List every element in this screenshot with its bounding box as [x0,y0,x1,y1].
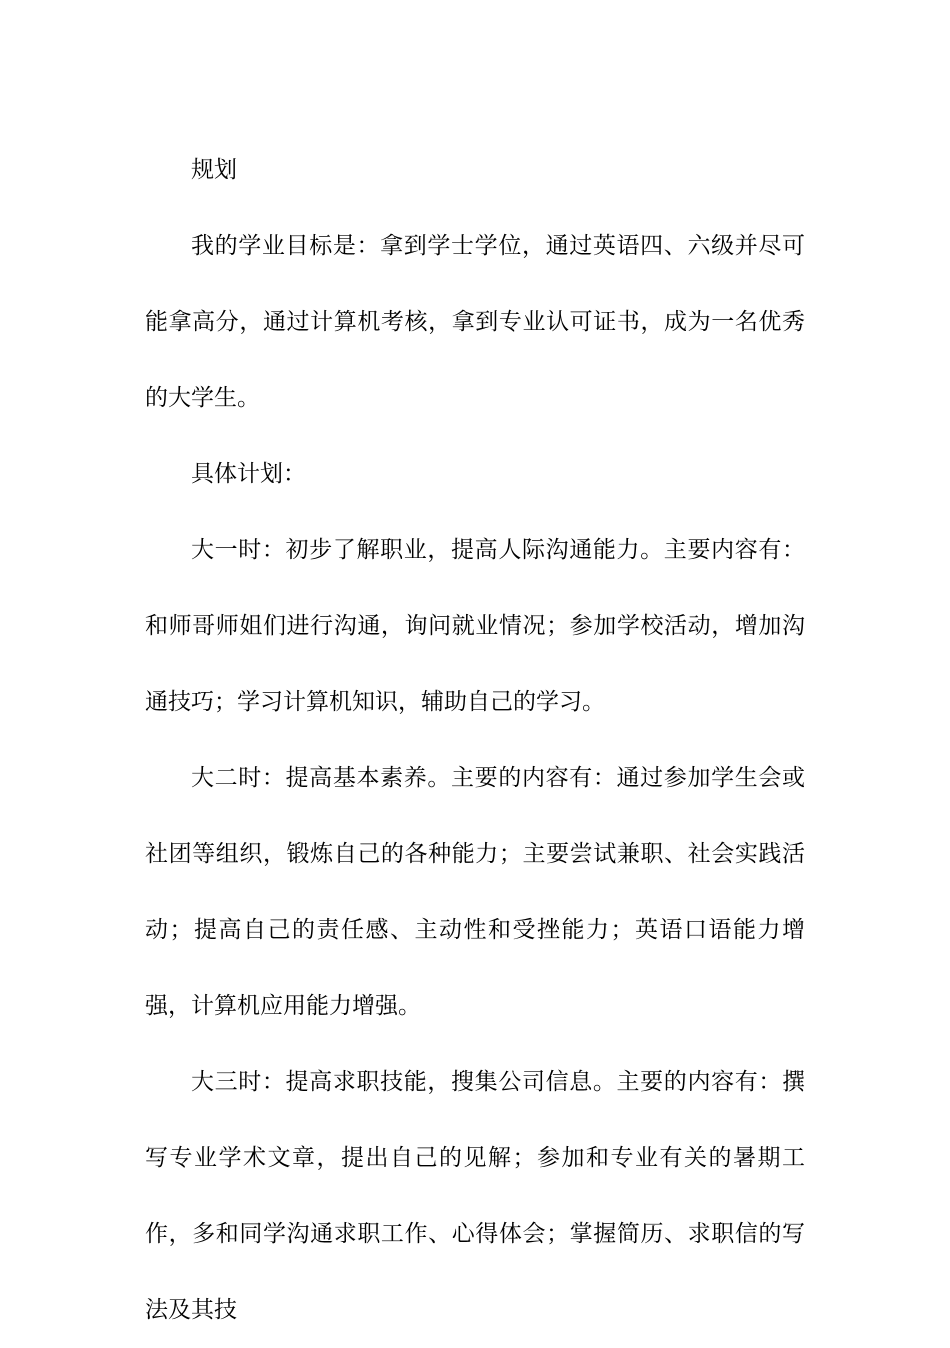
paragraph-academic-goal: 我的学业目标是：拿到学士学位，通过英语四、六级并尽可能拿高分，通过计算机考核，拿到专业认可证书，成为一名优秀的大学生。 [145,233,805,411]
paragraph-heading: 规划 [191,157,237,183]
paragraph-year-two: 大二时：提高基本素养。主要的内容有：通过参加学生会或社团等组织，锻炼自己的各种能力；主要尝试兼职、社会实践活动；提高自己的责任感、主动性和受挫能力；英语口语能力增强，计算机应用能力增强。 [145,765,805,1019]
paragraph-year-three: 大三时：提高求职技能，搜集公司信息。主要的内容有：撰写专业学术文章，提出自己的见解；参加和专业有关的暑期工作，多和同学沟通求职工作、心得体会；掌握简历、求职信的写法及其技 [145,1069,805,1323]
paragraph-plan-heading: 具体计划： [191,461,306,487]
document-body [145,132,805,1348]
paragraph-year-one: 大一时：初步了解职业，提高人际沟通能力。主要内容有：和师哥师姐们进行沟通，询问就业情况；参加学校活动，增加沟通技巧；学习计算机知识，辅助自己的学习。 [145,537,805,715]
